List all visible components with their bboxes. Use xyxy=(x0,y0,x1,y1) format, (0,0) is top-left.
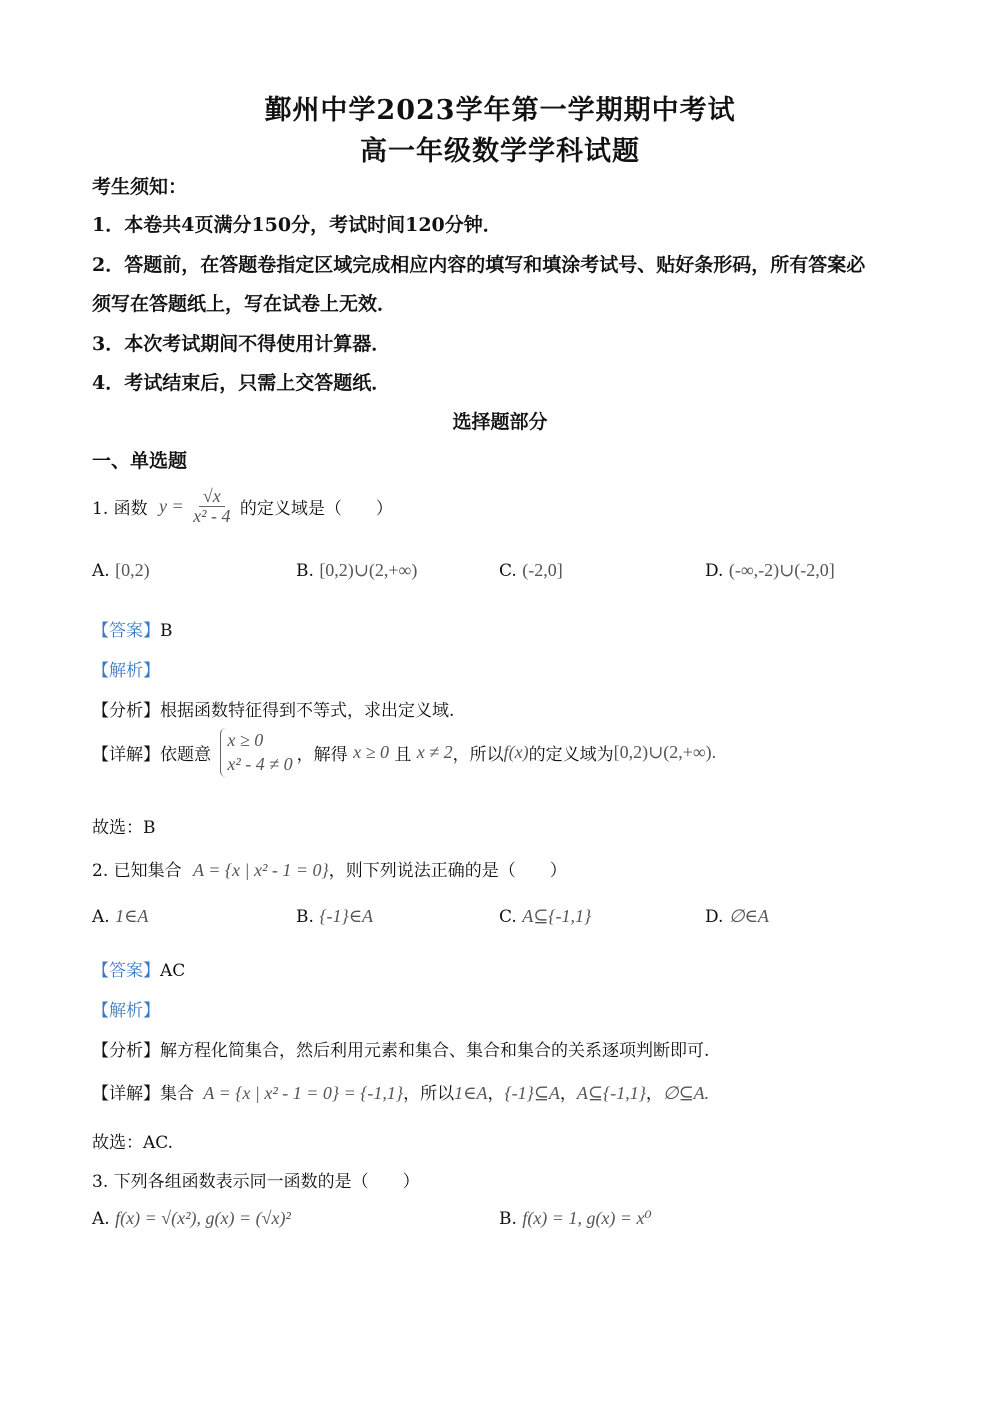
q1-suffix: 的定义域是（ ） xyxy=(239,498,393,519)
q1-option-a-value: [0,2) xyxy=(115,560,150,580)
q2-relation-3: A⊆{-1,1} xyxy=(576,1083,646,1103)
q2-option-d-value: ∅∈A xyxy=(728,906,769,926)
q1-func-numerator: √x xyxy=(199,487,225,507)
q2-answer-value: AC xyxy=(160,961,186,981)
q1-fenxi-tag: 【分析】 xyxy=(92,701,160,721)
section-heading: 一、单选题 xyxy=(92,450,188,472)
q2-detail-pre: 集合 xyxy=(160,1084,194,1104)
q1-system-line1: x ≥ 0 xyxy=(227,730,264,750)
q1-func-lhs: y = xyxy=(159,495,184,516)
q2-answer xyxy=(92,956,185,981)
q2-set-a: A = {x | x² - 1 = 0} xyxy=(193,860,329,880)
q3-option-b-label: B. xyxy=(499,1209,517,1229)
q1-choose: 故选：B xyxy=(92,818,156,838)
q2-fenxi-text: 解方程化简集合，然后利用元素和集合、集合和集合的关系逐项判断即可. xyxy=(160,1041,710,1061)
q2-fenxi xyxy=(92,1036,709,1061)
q2-choose: 故选：AC. xyxy=(92,1133,174,1153)
q3-option-a-value: f(x) = √(x²), g(x) = (√x)² xyxy=(115,1208,291,1228)
q2-analysis-tag: 【解析】 xyxy=(92,1001,160,1021)
q2-detail xyxy=(92,1079,709,1104)
q1-answer-value: B xyxy=(160,621,173,641)
q1-cond2: x ≠ 2 xyxy=(416,741,453,762)
q1-option-d-label: D. xyxy=(705,561,724,581)
q2-detail-set: A = {x | x² - 1 = 0} = {-1,1} xyxy=(203,1083,404,1103)
q1-func-fraction xyxy=(193,487,230,526)
q3-option-b-value: f(x) = 1, g(x) = x⁰ xyxy=(522,1208,652,1228)
q1-fx: f(x) xyxy=(503,741,529,762)
q2-sep-3: ， xyxy=(645,1084,663,1104)
q1-system-line2: x² - 4 ≠ 0 xyxy=(227,754,293,775)
q2-suffix: ，则下列说法正确的是（ ） xyxy=(328,861,567,881)
exam-title-line1: 鄞州中学2023学年第一学期期中考试 xyxy=(264,95,736,126)
notice-heading: 考生须知： xyxy=(92,176,188,198)
q1-option-b xyxy=(296,560,417,581)
q1-option-d-value: (-∞,-2)∪(-2,0] xyxy=(728,560,835,580)
q1-answer-tag: 【答案】 xyxy=(92,621,160,641)
notice-item-4: 4．考试结束后，只需上交答题纸． xyxy=(92,372,391,394)
q2-option-d-label: D. xyxy=(705,907,724,927)
q2-relation-1: 1∈A xyxy=(454,1083,488,1103)
q1-detail-mid3: 的定义域为 xyxy=(528,744,614,765)
q2-option-c-value: A⊆{-1,1} xyxy=(522,906,592,926)
q1-option-b-label: B. xyxy=(296,561,314,581)
q1-option-d xyxy=(705,560,835,581)
q3-option-b xyxy=(499,1208,652,1229)
q2-option-c-label: C. xyxy=(499,907,517,927)
q2-detail-mid: ，所以 xyxy=(403,1084,455,1104)
q1-detail-pre: 依题意 xyxy=(160,744,211,765)
q2-option-d xyxy=(705,906,769,927)
q2-sep-1: ， xyxy=(487,1084,505,1104)
q1-option-b-value: [0,2)∪(2,+∞) xyxy=(319,560,418,580)
q2-relation-2: {-1}⊆A xyxy=(504,1083,560,1103)
question-2-stem xyxy=(92,856,567,881)
q2-relation-4: ∅⊆A. xyxy=(662,1083,710,1103)
q1-domain: [0,2)∪(2,+∞). xyxy=(613,741,717,762)
q2-prefix: 2. 已知集合 xyxy=(92,861,182,881)
q1-option-c-value: (-2,0] xyxy=(522,560,563,580)
q1-fenxi-text: 根据函数特征得到不等式，求出定义域. xyxy=(160,701,455,721)
q2-sep-2: ， xyxy=(559,1084,577,1104)
question-3-stem: 3. 下列各组函数表示同一函数的是（ ） xyxy=(92,1172,420,1192)
q1-detail-mid1: ，解得 xyxy=(296,744,348,765)
q2-option-b xyxy=(296,906,373,927)
q2-option-a-value: 1∈A xyxy=(115,906,149,926)
notice-item-2-line1: 2．答题前，在答题卷指定区域完成相应内容的填写和填涂考试号、贴好条形码，所有答案必 xyxy=(92,254,866,276)
q1-detail xyxy=(92,728,716,777)
notice-item-2-line2: 须写在答题纸上，写在试卷上无效． xyxy=(92,293,397,315)
q1-option-a xyxy=(92,560,150,581)
q1-option-c-label: C. xyxy=(499,561,517,581)
q1-detail-and: 且 xyxy=(394,744,412,765)
q3-option-a xyxy=(92,1208,291,1229)
q3-option-a-label: A. xyxy=(92,1209,110,1229)
q1-prefix: 1. 函数 xyxy=(92,498,148,519)
q2-detail-tag: 【详解】 xyxy=(92,1084,160,1104)
q2-option-b-label: B. xyxy=(296,907,314,927)
q1-option-a-label: A. xyxy=(92,561,110,581)
exam-title-line2: 高一年级数学学科试题 xyxy=(360,136,640,167)
q2-option-b-value: {-1}∈A xyxy=(319,906,374,926)
notice-item-1: 1．本卷共4页满分150分，考试时间120分钟． xyxy=(92,214,502,236)
notice-item-3: 3．本次考试期间不得使用计算器． xyxy=(92,333,391,355)
question-1-stem xyxy=(92,487,393,526)
q1-inequality-system xyxy=(220,728,292,777)
part-title: 选择题部分 xyxy=(452,411,548,433)
q2-answer-tag: 【答案】 xyxy=(92,961,160,981)
q2-option-c xyxy=(499,906,591,927)
q1-fenxi xyxy=(92,696,454,721)
q1-analysis-tag: 【解析】 xyxy=(92,661,160,681)
q1-cond1: x ≥ 0 xyxy=(353,741,389,762)
q1-func-denominator: x² - 4 xyxy=(193,505,231,526)
q1-option-c xyxy=(499,560,563,581)
q2-option-a-label: A. xyxy=(92,907,110,927)
q1-answer xyxy=(92,616,173,641)
q2-fenxi-tag: 【分析】 xyxy=(92,1041,160,1061)
q1-detail-tag: 【详解】 xyxy=(92,744,160,765)
q2-option-a xyxy=(92,906,148,927)
q1-detail-mid2: ，所以 xyxy=(452,744,504,765)
